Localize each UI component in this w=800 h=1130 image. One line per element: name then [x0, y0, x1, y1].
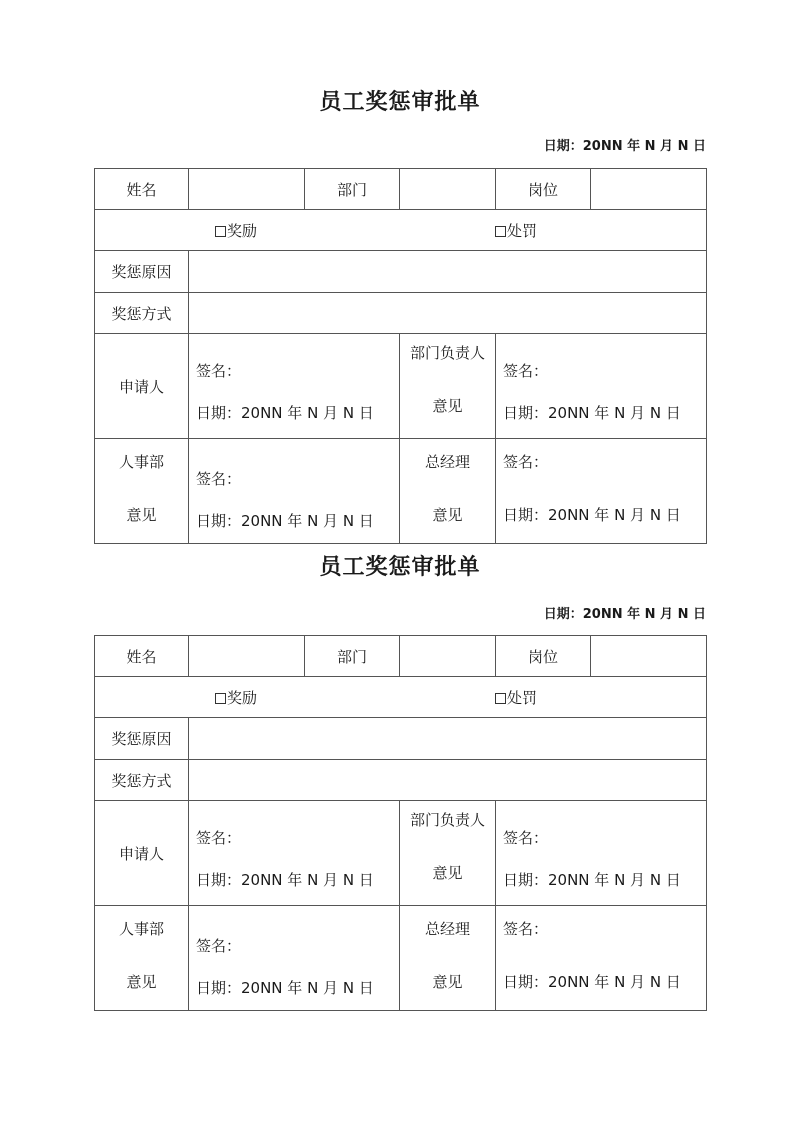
gm-sign-cell[interactable] — [496, 906, 707, 1011]
reward-checkbox[interactable] — [215, 226, 226, 237]
dept-head-opinion-label: 意见 — [432, 864, 463, 882]
sign-date: 日期：20NN 年 N 月 N 日 — [196, 979, 374, 997]
hr-opinion-label: 意见 — [126, 506, 157, 524]
reward-option[interactable] — [215, 687, 257, 708]
name-label: 姓名 — [95, 636, 189, 677]
dept-field[interactable] — [400, 169, 496, 210]
sign-label: 签名： — [196, 937, 242, 955]
sign-date: 日期：20NN 年 N 月 N 日 — [196, 871, 374, 889]
method-field[interactable] — [189, 760, 707, 801]
dept-field[interactable] — [400, 636, 496, 677]
gm-label: 总经理 — [424, 920, 470, 938]
sign-date: 日期：20NN 年 N 月 N 日 — [503, 871, 681, 889]
applicant-label: 申请人 — [95, 334, 189, 439]
reward-label: 奖励 — [227, 222, 258, 240]
punish-checkbox[interactable] — [495, 226, 506, 237]
punish-label: 处罚 — [507, 689, 538, 707]
post-label: 岗位 — [496, 636, 591, 677]
form-title: 员工奖惩审批单 — [319, 90, 481, 115]
gm-label-cell — [400, 439, 496, 544]
dept-head-sign-cell[interactable] — [496, 801, 707, 906]
reason-field[interactable] — [189, 251, 707, 293]
form-title: 员工奖惩审批单 — [319, 555, 481, 580]
gm-opinion-label: 意见 — [432, 506, 463, 524]
sign-label: 签名： — [196, 470, 242, 488]
hr-sign-cell[interactable] — [189, 906, 400, 1011]
reason-label: 奖惩原因 — [95, 251, 189, 293]
hr-label-cell — [95, 906, 189, 1011]
reason-label: 奖惩原因 — [95, 718, 189, 760]
form-date: 日期：20NN 年 N 月 N 日 — [543, 607, 706, 622]
reward-punish-row — [95, 210, 707, 251]
sign-label: 签名： — [503, 362, 549, 380]
method-label: 奖惩方式 — [95, 760, 189, 801]
post-field[interactable] — [591, 636, 707, 677]
reward-label: 奖励 — [227, 689, 258, 707]
dept-head-label: 部门负责人 — [409, 344, 485, 362]
sign-date: 日期：20NN 年 N 月 N 日 — [503, 404, 681, 422]
punish-option[interactable] — [495, 687, 537, 708]
gm-opinion-label: 意见 — [432, 973, 463, 991]
form-table — [94, 635, 707, 1011]
dept-head-label: 部门负责人 — [409, 811, 485, 829]
form-table — [94, 168, 707, 544]
reward-option[interactable] — [215, 220, 257, 241]
name-field[interactable] — [189, 636, 305, 677]
post-label: 岗位 — [496, 169, 591, 210]
dept-head-label-cell — [400, 334, 496, 439]
applicant-label: 申请人 — [95, 801, 189, 906]
sign-label: 签名： — [196, 362, 242, 380]
sign-label: 签名： — [196, 829, 242, 847]
post-field[interactable] — [591, 169, 707, 210]
form-date: 日期：20NN 年 N 月 N 日 — [543, 139, 706, 154]
hr-label-cell — [95, 439, 189, 544]
reward-checkbox[interactable] — [215, 693, 226, 704]
dept-label: 部门 — [305, 169, 400, 210]
hr-label: 人事部 — [118, 453, 164, 471]
hr-label: 人事部 — [118, 920, 164, 938]
sign-label: 签名： — [503, 453, 549, 471]
gm-label-cell — [400, 906, 496, 1011]
sign-date: 日期：20NN 年 N 月 N 日 — [503, 973, 681, 991]
sign-label: 签名： — [503, 829, 549, 847]
gm-label: 总经理 — [424, 453, 470, 471]
reward-punish-row — [95, 677, 707, 718]
hr-opinion-label: 意见 — [126, 973, 157, 991]
sign-date: 日期：20NN 年 N 月 N 日 — [196, 512, 374, 530]
method-field[interactable] — [189, 293, 707, 334]
punish-option[interactable] — [495, 220, 537, 241]
reason-field[interactable] — [189, 718, 707, 760]
name-label: 姓名 — [95, 169, 189, 210]
name-field[interactable] — [189, 169, 305, 210]
method-label: 奖惩方式 — [95, 293, 189, 334]
applicant-sign-cell[interactable] — [189, 334, 400, 439]
dept-head-opinion-label: 意见 — [432, 397, 463, 415]
gm-sign-cell[interactable] — [496, 439, 707, 544]
applicant-sign-cell[interactable] — [189, 801, 400, 906]
sign-date: 日期：20NN 年 N 月 N 日 — [196, 404, 374, 422]
dept-head-label-cell — [400, 801, 496, 906]
punish-checkbox[interactable] — [495, 693, 506, 704]
sign-date: 日期：20NN 年 N 月 N 日 — [503, 506, 681, 524]
sign-label: 签名： — [503, 920, 549, 938]
dept-head-sign-cell[interactable] — [496, 334, 707, 439]
punish-label: 处罚 — [507, 222, 538, 240]
dept-label: 部门 — [305, 636, 400, 677]
hr-sign-cell[interactable] — [189, 439, 400, 544]
